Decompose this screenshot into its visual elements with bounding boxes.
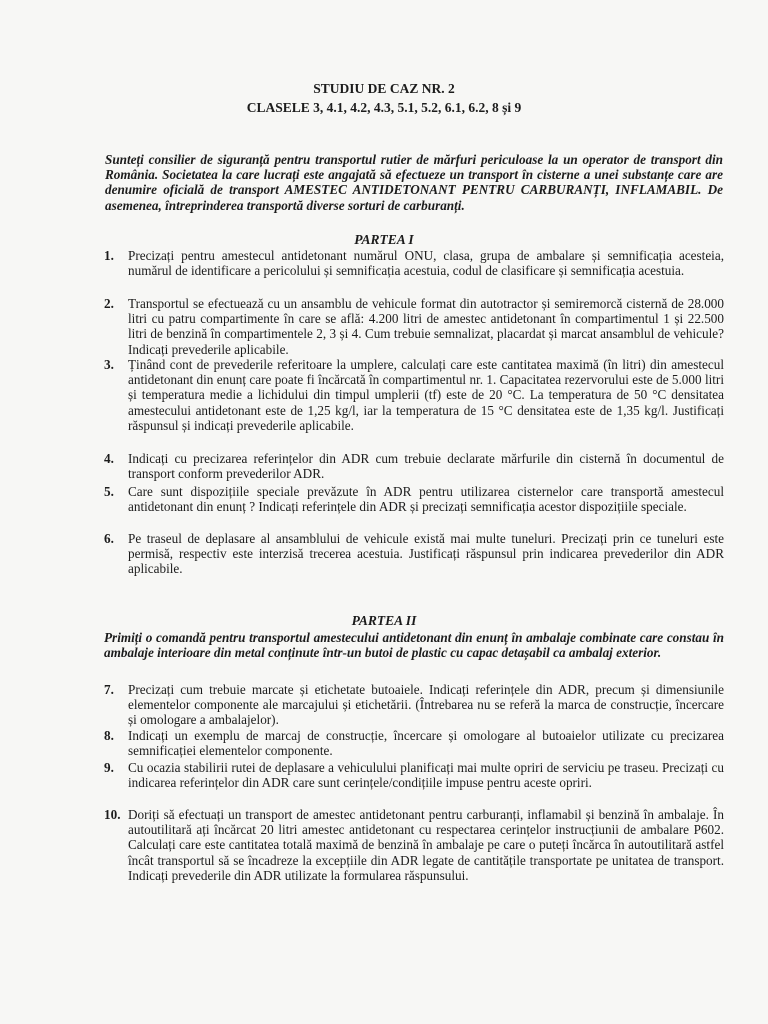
question-number: 1. <box>104 248 114 263</box>
question-number: 2. <box>104 296 114 311</box>
question-text: Care sunt dispozițiile speciale prevăzute în ADR pentru utilizarea cisternelor care transportă amestecul antidetonant din enunț ? Indicați referințele din ADR și precizați semnificația acestor dispozițiile speciale. <box>128 484 724 515</box>
part-1-title: PARTEA I <box>354 232 414 247</box>
question-text: Indicați un exemplu de marcaj de construcție, încercare și omologare al butoaielor utilizate cu precizarea semnificației elementelor componente. <box>128 728 724 759</box>
question-item <box>104 531 724 577</box>
case-intro-paragraph: Sunteți consilier de siguranță pentru transportul rutier de mărfuri periculoase la un operator de transport din România. Societatea la care lucrați este angajată să efectueze un transport în cisterne a unei substanțe care are denumire oficială de transport AMESTEC ANTIDETONANT PENTRU CARBURANȚI, INFLAMABIL. De asemenea, întreprinderea transportă diverse sorturi de carburanți. <box>105 152 723 213</box>
question-number: 9. <box>104 760 114 775</box>
part-2-intro: Primiți o comandă pentru transportul amestecului antidetonant din enunț în ambalaje combinate care constau în ambalaje interioare din metal conținute într-un butoi de plastic cu capac detașabil ca ambalaj exterior. <box>104 630 724 661</box>
question-item <box>104 248 724 278</box>
question-item <box>104 807 724 883</box>
question-number: 8. <box>104 728 114 743</box>
question-number: 6. <box>104 531 114 546</box>
question-item <box>104 451 724 481</box>
question-item <box>104 484 724 514</box>
question-item <box>104 728 724 758</box>
question-item <box>104 296 724 357</box>
question-item <box>104 760 724 790</box>
document-subtitle: CLASELE 3, 4.1, 4.2, 4.3, 5.1, 5.2, 6.1, 6.2, 8 și 9 <box>246 100 522 115</box>
question-text: Ținând cont de prevederile referitoare la umplere, calculați care este cantitatea maximă (în litri) din amestecul antidetonant din enunț care poate fi încărcată în compartimentul nr. 1. Capacitatea rezervorului este de 5.000 litri și temperatura medie a lichidului din timpul umplerii (tf) este de 20 °C. La temperatura de 50 °C densitatea amestecului antidetonant este de 1,25 kg/l, iar la temperatura de 15 °C densitatea este de 1,35 kg/l. Justificați răspunsul și indicați prevederile aplicabile. <box>128 357 724 433</box>
question-text: Pe traseul de deplasare al ansamblului de vehicule există mai multe tuneluri. Precizați prin ce tuneluri este permisă, respectiv este interzisă trecerea acestuia. Justificați răspunsul prin indicarea prevederilor din ADR aplicabile. <box>128 531 724 577</box>
question-number: 7. <box>104 682 114 697</box>
question-number: 5. <box>104 484 114 499</box>
question-text: Transportul se efectuează cu un ansamblu de vehicule format din autotractor și semiremorcă cisternă de 28.000 litri cu patru compartimente în care se află: 4.200 litri de amestec antidetonant în compartimentul 1 și 22.500 litri de benzină în compartimentele 2, 3 și 4. Cum trebuie semnalizat, placardat și marcat ansamblul de vehicule? Indicați prevederile aplicabile. <box>128 296 724 357</box>
question-text: Precizați pentru amestecul antidetonant numărul ONU, clasa, grupa de ambalare și semnificația acesteia, numărul de identificare a pericolului și semnificația acestuia, codul de clasificare și semnificația acestuia. <box>128 248 724 279</box>
question-item <box>104 357 724 433</box>
question-text: Doriți să efectuați un transport de amestec antidetonant pentru carburanți, inflamabil și benzină în ambalaje. În autoutilitară ați încărcat 20 litri amestec antidetonant cu respectarea cerințelor instrucțiunii de ambalare P602. Calculați care este cantitatea totală maximă de benzină în ambalaje pe care o puteți încărca în autoutilitară astfel încât transportul să se încadreze la excepțiile din ADR legate de cantitățile transportate pe unitatea de transport. Indicați prevederile din ADR utilizate la formularea răspunsului. <box>128 807 724 883</box>
question-number: 3. <box>104 357 114 372</box>
question-number: 10. <box>104 807 121 822</box>
question-text: Indicați cu precizarea referințelor din ADR cum trebuie declarate mărfurile din cisternă în documentul de transport conform prevederilor ADR. <box>128 451 724 482</box>
question-item <box>104 682 724 728</box>
question-text: Cu ocazia stabilirii rutei de deplasare a vehiculului planificați mai multe opriri de serviciu pe traseu. Precizați cu indicarea referințelor din ADR care sunt cerințele/condițiile impuse pentru aceste opriri. <box>128 760 724 791</box>
document-title: STUDIU DE CAZ NR. 2 <box>313 81 455 96</box>
question-number: 4. <box>104 451 114 466</box>
question-text: Precizați cum trebuie marcate și etichetate butoaiele. Indicați referințele din ADR, precum și dimensiunile elementelor componente ale marcajului și etichetării. (Întrebarea nu se referă la marca de construcție, încercare și omologare a ambalajelor). <box>128 682 724 728</box>
part-2-title: PARTEA II <box>351 613 417 628</box>
